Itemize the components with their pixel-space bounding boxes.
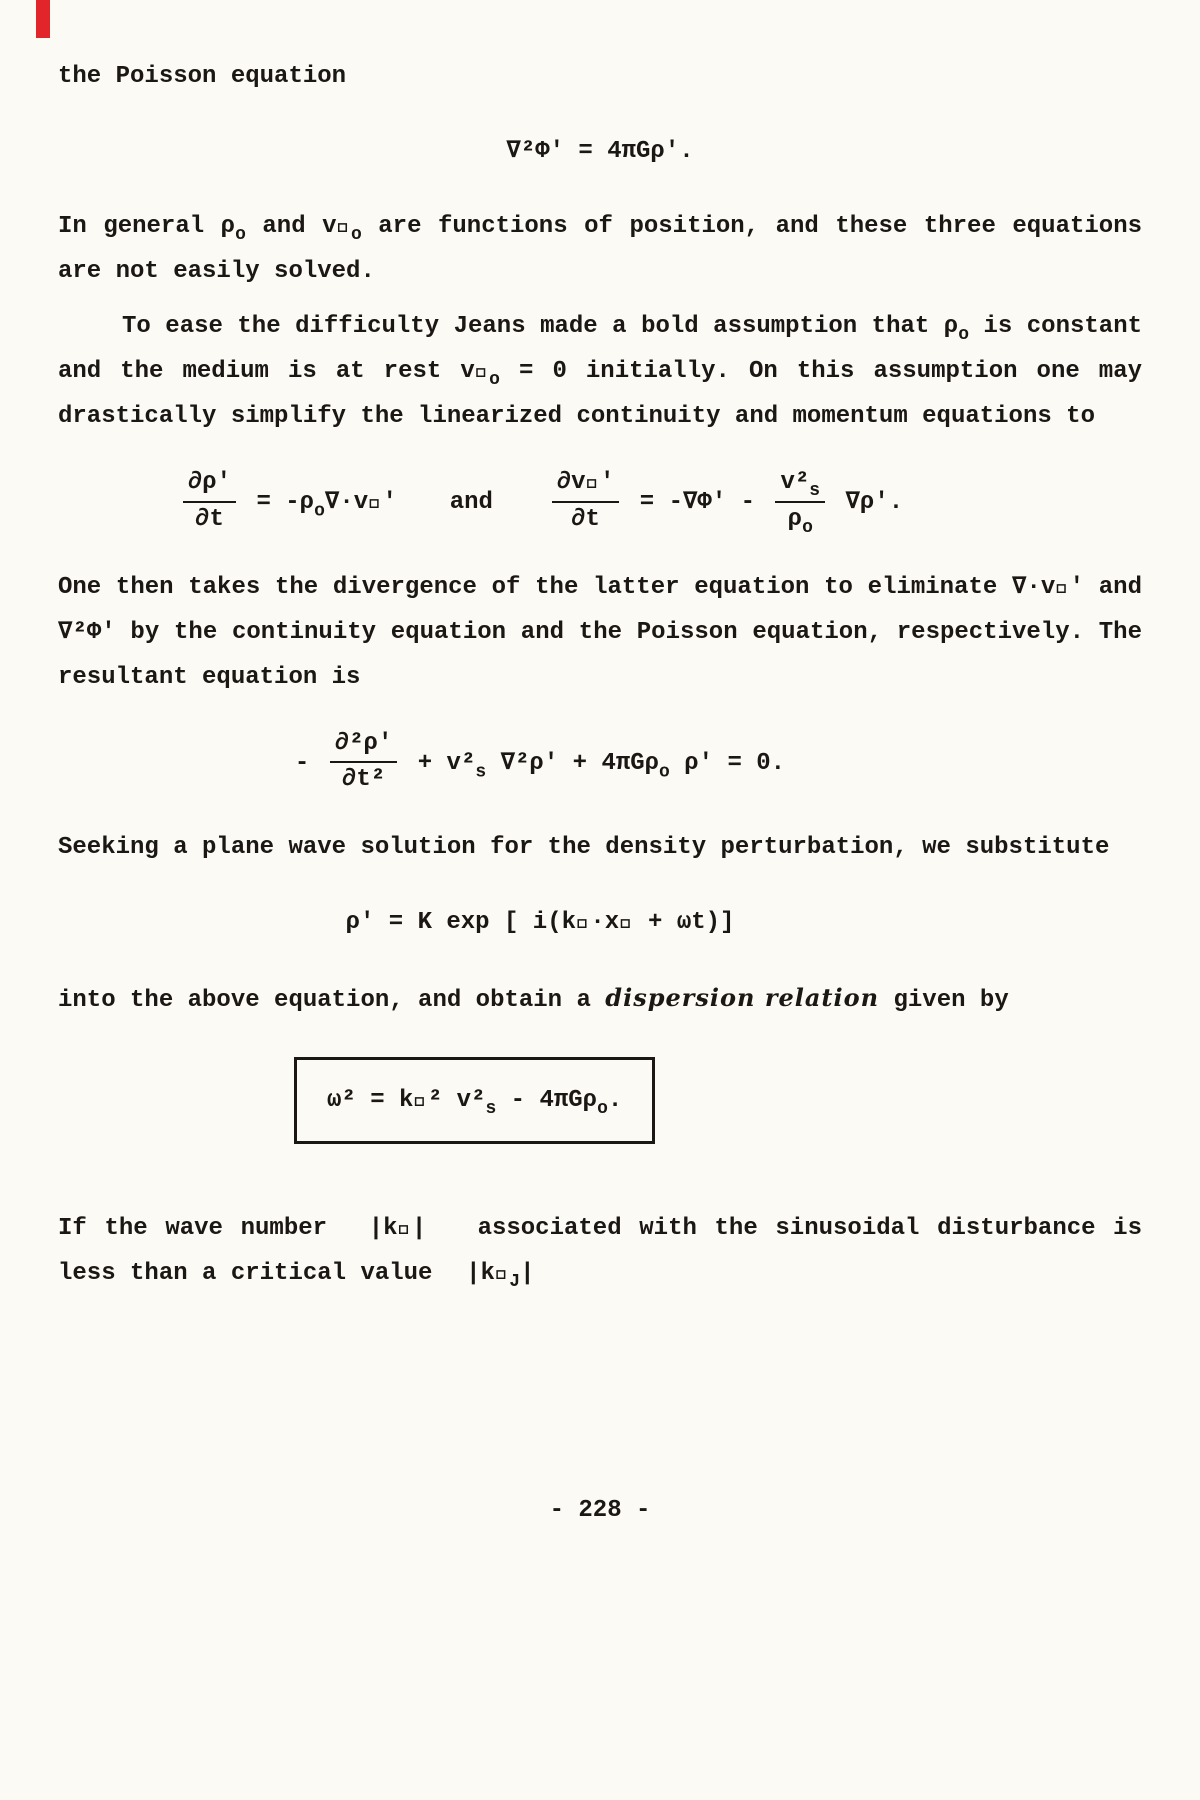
linearized-equations: $\frac{\partial\rho'}{\partial t}$ = $-\rho_o\nabla\cdot v⃗'$ and $\frac{\partial v⃗'}{\partial t}$ = -∇Φ' - $\frac{v^2_s}{\rho_o}$ ∇ρ'. — [0, 469, 1082, 535]
dispersion-relation-row — [294, 1057, 1142, 1144]
poisson-equation: ∇²Φ' = 4πGρ'. — [506, 138, 694, 165]
page-number: - 228 - — [549, 1497, 651, 1524]
plane-wave-equation: ρ' = K exp [ i(k⃗·x⃗ + ωt)] — [345, 909, 735, 937]
paragraph-jeans-assumption: To ease the difficulty Jeans made a bold assumption that $\rho_o$ is constant and the medium is at rest $v⃗_o = 0$ initially. On this assumption one may drastically simplify the linearized continuity and momentum equations to — [58, 313, 1143, 430]
poisson-intro-text: the Poisson equation — [58, 63, 347, 90]
paragraph-seeking: Seeking a plane wave solution for the density perturbation, we substitute — [58, 834, 1110, 862]
resultant-equation: - $\frac{\text{∂²ρ'}}{\text{∂t²}}$ + $v^2_s$ ∇²ρ' + 4πGρ$_o$ ρ' = 0. — [294, 729, 786, 794]
paragraph-wave-number: If the wave number |k⃗| associated with the sinusoidal disturbance is less than a critical value $|k⃗_J|$ — [58, 1215, 1142, 1293]
dispersion-relation-box: ω² = k⃗² $v^2_s - 4\pi G\rho_o$. — [294, 1057, 655, 1144]
paragraph-dispersion-intro: into the above equation, and obtain a dispersion relation given by — [58, 983, 1009, 1015]
paragraph-divergence: One then takes the divergence of the latter equation to eliminate ∇·v⃗' and ∇²Φ' by the continuity equation and the Poisson equation, respectively. The resultant equation is — [58, 573, 1142, 691]
red-edge-mark — [36, 0, 50, 38]
paragraph-general: In general $\rho_o$ and $v⃗_o$ are functions of position, and these three equations are not easily solved. — [58, 213, 1143, 285]
